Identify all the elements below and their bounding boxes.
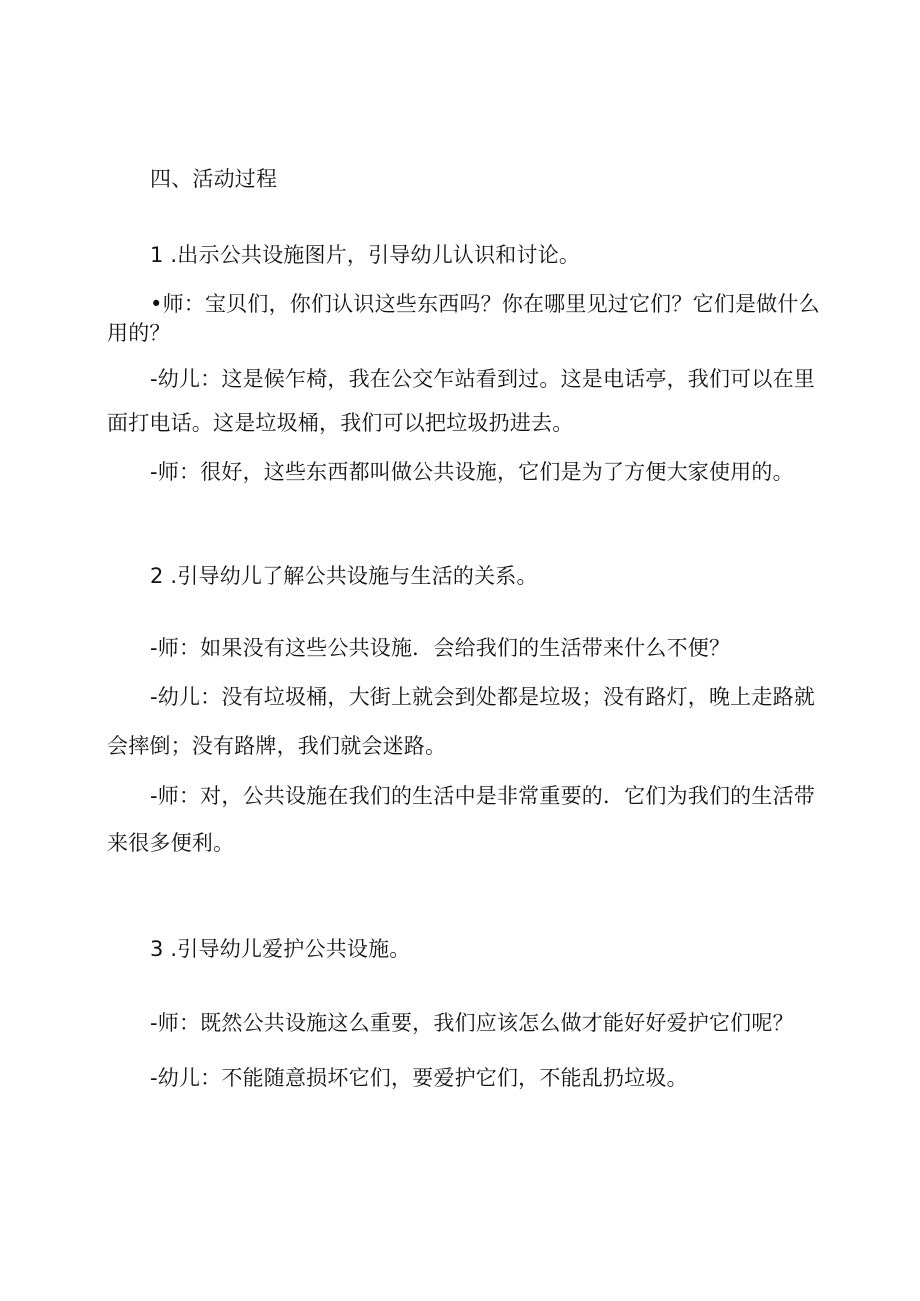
step1-teacher-answer: -师：很好，这些东西都叫做公共设施，它们是为了方便大家使用的。 [150, 460, 794, 484]
step2-teacher-answer-line1: -师：对，公共设施在我们的生活中是非常重要的．它们为我们的生活带 [150, 784, 815, 808]
step1-teacher-question-line1: •师：宝贝们，你们认识这些东西吗？你在哪里见过它们？它们是做什么 [150, 292, 820, 316]
step2-teacher-question: -师：如果没有这些公共设施．会给我们的生活带来什么不便？ [150, 636, 731, 660]
step2-teacher-answer-line2: 来很多便利。 [107, 831, 235, 855]
section-heading: 四、活动过程 [150, 167, 278, 191]
step3-child-answer: -幼儿：不能随意损坏它们，要爱护它们，不能乱扔垃圾。 [150, 1066, 688, 1090]
step1-teacher-question-line2: 用的？ [107, 321, 171, 345]
step2-child-answer-line1: -幼儿：没有垃圾桶，大街上就会到处都是垃圾；没有路灯，晚上走路就 [150, 685, 815, 709]
step2-title: 2 .引导幼儿了解公共设施与生活的关系。 [150, 564, 538, 588]
step1-child-answer-line1: -幼儿：这是候乍椅，我在公交乍站看到过。这是电话亭，我们可以在里 [150, 367, 815, 391]
step1-child-answer-line2: 面打电话。这是垃圾桶，我们可以把垃圾扔进去。 [107, 411, 574, 435]
step3-teacher-question: -师：既然公共设施这么重要，我们应该怎么做才能好好爱护它们呢？ [150, 1011, 794, 1035]
step1-title: 1 .出示公共设施图片，引导幼儿认识和讨论。 [150, 243, 581, 267]
step2-child-answer-line2: 会摔倒；没有路牌，我们就会迷路。 [107, 734, 447, 758]
step3-title: 3 .引导幼儿爱护公共设施。 [150, 937, 411, 961]
